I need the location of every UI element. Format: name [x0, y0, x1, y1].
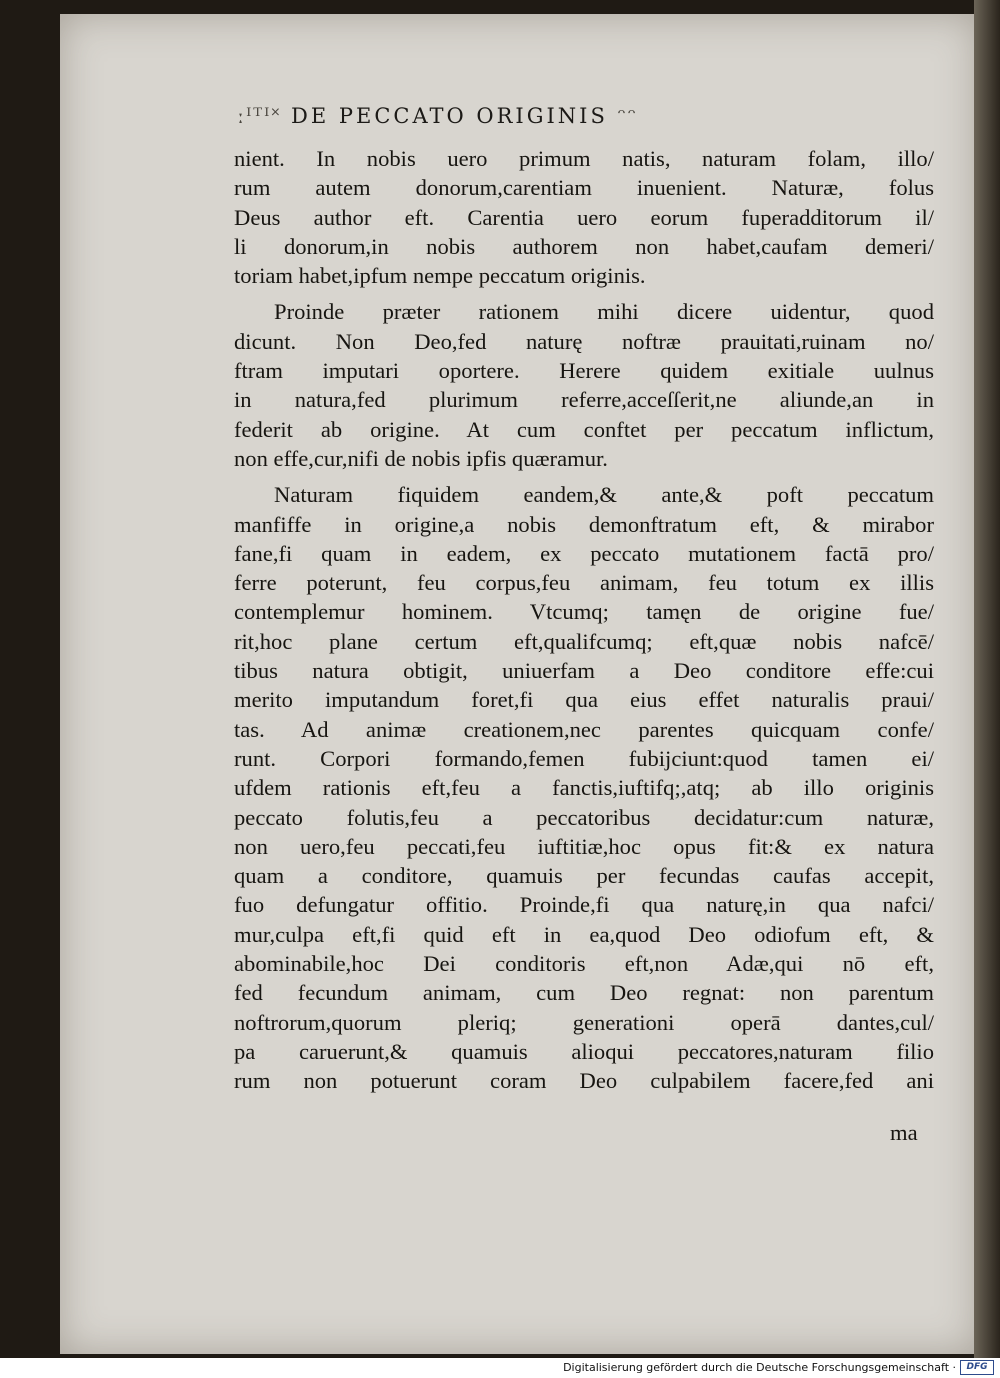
text-line: li donorum,in nobis authorem non habet,caufam demeri/	[234, 233, 934, 259]
text-line: ferre poterunt, feu corpus,feu animam, feu totum ex illis	[234, 570, 934, 596]
paragraph-gap	[234, 290, 934, 297]
text-line: merito imputandum foret,fi qua eius effet naturalis praui/	[234, 687, 934, 713]
body-text	[234, 144, 934, 1096]
text-line: toriam habet,ipfum nempe peccatum originis.	[234, 263, 646, 289]
text-line: mur,culpa eft,fi quid eft in ea,quod Deo odiofum eft, &	[234, 921, 934, 947]
text-line: Deus author eft. Carentia uero eorum fuperadditorum il/	[234, 204, 934, 230]
text-line: rum autem donorum,carentiam inuenient. Naturæ, folus	[234, 175, 934, 201]
page-title: DE PECCATO ORIGINIS	[291, 104, 608, 128]
text-line: in natura,fed plurimum referre,acceſſerit,ne aliunde,an in	[234, 387, 934, 413]
text-line: quam a conditore, quamuis per fecundas caufas accepit,	[234, 863, 934, 889]
text-line: Proinde præter rationem mihi dicere uidentur, quod	[274, 299, 934, 325]
text-line: pa caruerunt,& quamuis alioqui peccatores,naturam filio	[234, 1038, 934, 1064]
paragraph-gap	[234, 473, 934, 480]
text-line: dicunt. Non Deo,fed naturę noftræ prauitati,ruinam no/	[234, 328, 934, 354]
text-line: fed fecundum animam, cum Deo regnat: non parentum	[234, 980, 934, 1006]
text-line: Naturam fiquidem eandem,& ante,& poft peccatum	[274, 482, 934, 508]
digitization-footer	[0, 1358, 1000, 1378]
text-line: fuo defungatur offitio. Proinde,fi qua naturę,in qua nafci/	[234, 892, 934, 918]
text-line: non effe,cur,nifi de nobis ipfis quæramur.	[234, 445, 608, 471]
text-line: ufdem rationis eft,feu a fanctis,iuftifq;,atq; ab illo originis	[234, 775, 934, 801]
text-line: nient. In nobis uero primum natis, naturam folam, illo/	[234, 146, 934, 171]
text-line: tibus natura obtigit, uniuerfam a Deo conditore effe:cui	[234, 658, 934, 684]
header-ornament-left: ːᴵᵀᴵ˟	[237, 104, 282, 128]
text-line: abominabile,hoc Dei conditoris eft,non Adæ,qui nō eft,	[234, 951, 934, 977]
text-line: rum non potuerunt coram Deo culpabilem facere,fed ani	[234, 1068, 934, 1094]
text-line: peccato folutis,feu a peccatoribus decidatur:cum naturæ,	[234, 804, 934, 830]
text-line: tas. Ad animæ creationem,nec parentes quicquam confe/	[234, 716, 934, 742]
running-head	[237, 104, 937, 129]
catchword: ma	[890, 1120, 918, 1145]
text-line: runt. Corpori formando,femen fubijciunt:quod tamen ei/	[234, 745, 934, 771]
dfg-logo: DFG	[960, 1360, 994, 1375]
text-line: fane,fi quam in eadem, ex peccato mutationem factā pro/	[234, 540, 934, 566]
text-line: non uero,feu peccati,feu iuftitiæ,hoc opus fit:& ex natura	[234, 833, 934, 859]
text-line: contemplemur hominem. Vtcumq; tamęn de origine fue/	[234, 599, 934, 625]
funding-credit: Digitalisierung gefördert durch die Deutsche Forschungsgemeinschaft ·	[563, 1361, 956, 1374]
text-line: federit ab origine. At cum conftet per peccatum inflictum,	[234, 416, 934, 442]
text-line: noftrorum,quorum pleriq; generationi operā dantes,cul/	[234, 1009, 934, 1035]
header-ornament-right: ᵔᵔ	[617, 104, 638, 128]
text-line: ftram imputari oportere. Herere quidem exitiale uulnus	[234, 358, 934, 384]
text-line: rit,hoc plane certum eft,qualifcumq; eft,quæ nobis nafcē/	[234, 628, 934, 654]
text-line: manfiffe in origine,a nobis demonftratum eft, & mirabor	[234, 511, 934, 537]
book-gutter-edge	[974, 0, 1000, 1358]
